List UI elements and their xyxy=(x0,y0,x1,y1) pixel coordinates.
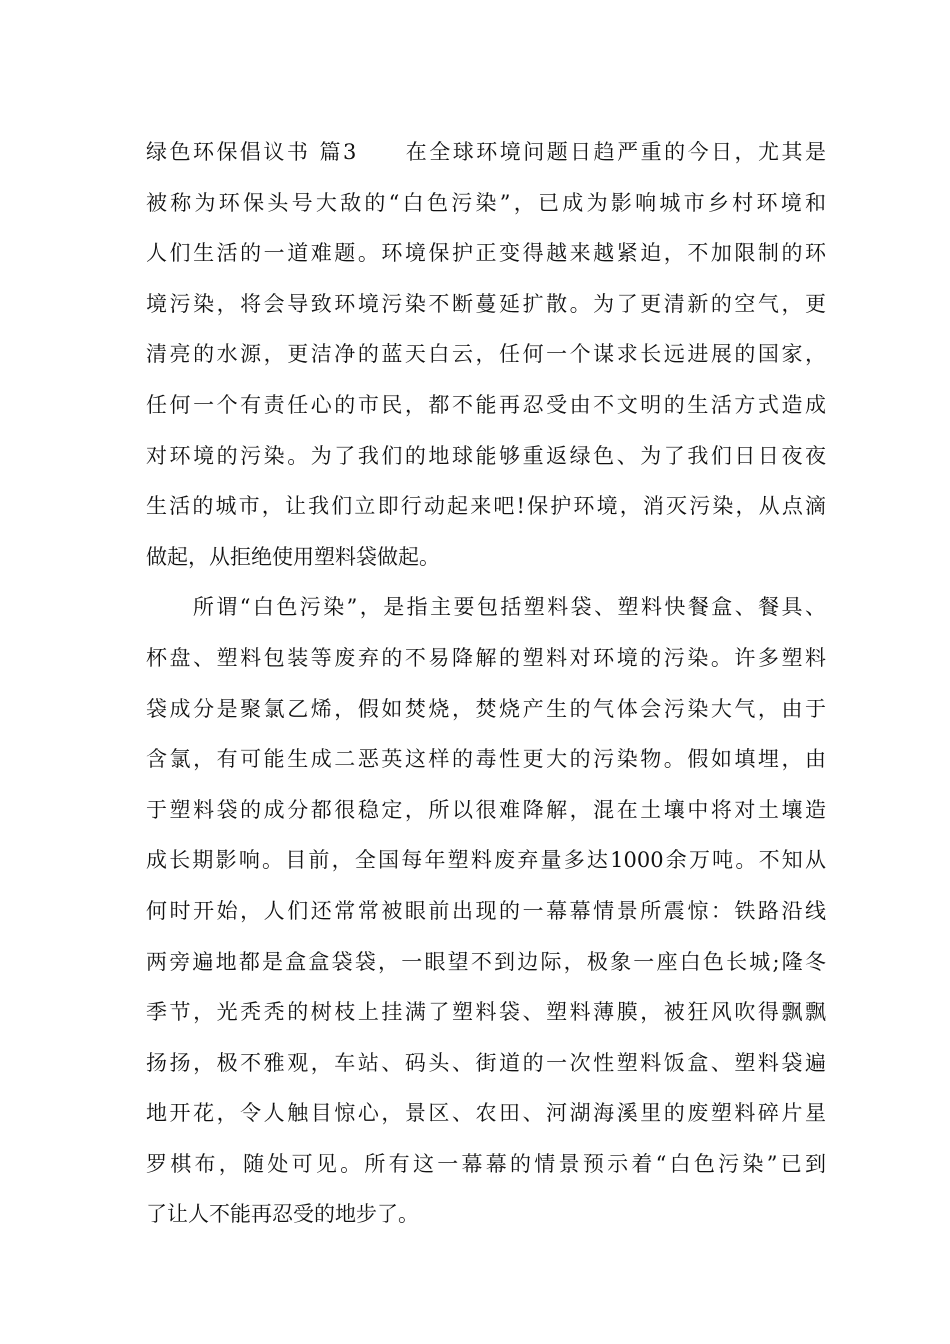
text-line-3: 人们生活的一道难题。环境保护正变得越来越紧迫，不加限制的环 xyxy=(146,241,826,266)
document-body xyxy=(146,133,826,1246)
text-line-18: 季节，光秃秃的树枝上挂满了塑料袋、塑料薄膜，被狂风吹得飘飘 xyxy=(146,1000,826,1025)
text-line-2: 被称为环保头号大敌的“白色污染”，已成为影响城市乡村环境和 xyxy=(146,190,826,215)
text-line-12: 袋成分是聚氯乙烯，假如焚烧，焚烧产生的气体会污染大气，由于 xyxy=(146,696,826,721)
text-line-4: 境污染，将会导致环境污染不断蔓延扩散。为了更清新的空气，更 xyxy=(146,291,826,316)
text-line-19: 扬扬，极不雅观，车站、码头、街道的一次性塑料饭盒、塑料袋遍 xyxy=(146,1050,826,1075)
text-line-15: 成长期影响。目前，全国每年塑料废弃量多达1000余万吨。不知从 xyxy=(146,848,826,873)
text-line-20: 地开花，令人触目惊心，景区、农田、河湖海溪里的废塑料碎片星 xyxy=(146,1101,826,1126)
text-line-7: 对环境的污染。为了我们的地球能够重返绿色、为了我们日日夜夜 xyxy=(146,443,826,468)
text-line-21: 罗棋布，随处可见。所有这一幕幕的情景预示着“白色污染”已到 xyxy=(146,1151,826,1176)
text-line-1: 绿色环保倡议书 篇3 在全球环境问题日趋严重的今日，尤其是 xyxy=(146,140,826,164)
text-line-5: 清亮的水源，更洁净的蓝天白云，任何一个谋求长远进展的国家， xyxy=(146,342,826,367)
text-line-16: 何时开始，人们还常常被眼前出现的一幕幕情景所震惊：铁路沿线 xyxy=(146,898,826,923)
text-line-10: 所谓“白色污染”，是指主要包括塑料袋、塑料快餐盒、餐具、 xyxy=(146,595,826,620)
text-line-13: 含氯，有可能生成二恶英这样的毒性更大的污染物。假如填埋，由 xyxy=(146,747,826,772)
text-line-9: 做起，从拒绝使用塑料袋做起。 xyxy=(146,544,440,569)
text-line-6: 任何一个有责任心的市民，都不能再忍受由不文明的生活方式造成 xyxy=(146,392,826,417)
text-line-17: 两旁遍地都是盒盒袋袋，一眼望不到边际，极象一座白色长城;隆冬 xyxy=(146,949,826,974)
text-line-22: 了让人不能再忍受的地步了。 xyxy=(146,1202,419,1227)
text-line-8: 生活的城市，让我们立即行动起来吧!保护环境，消灭污染，从点滴 xyxy=(146,494,826,519)
text-line-11: 杯盘、塑料包装等废弃的不易降解的塑料对环境的污染。许多塑料 xyxy=(146,645,826,670)
text-line-14: 于塑料袋的成分都很稳定，所以很难降解，混在土壤中将对土壤造 xyxy=(146,797,826,822)
